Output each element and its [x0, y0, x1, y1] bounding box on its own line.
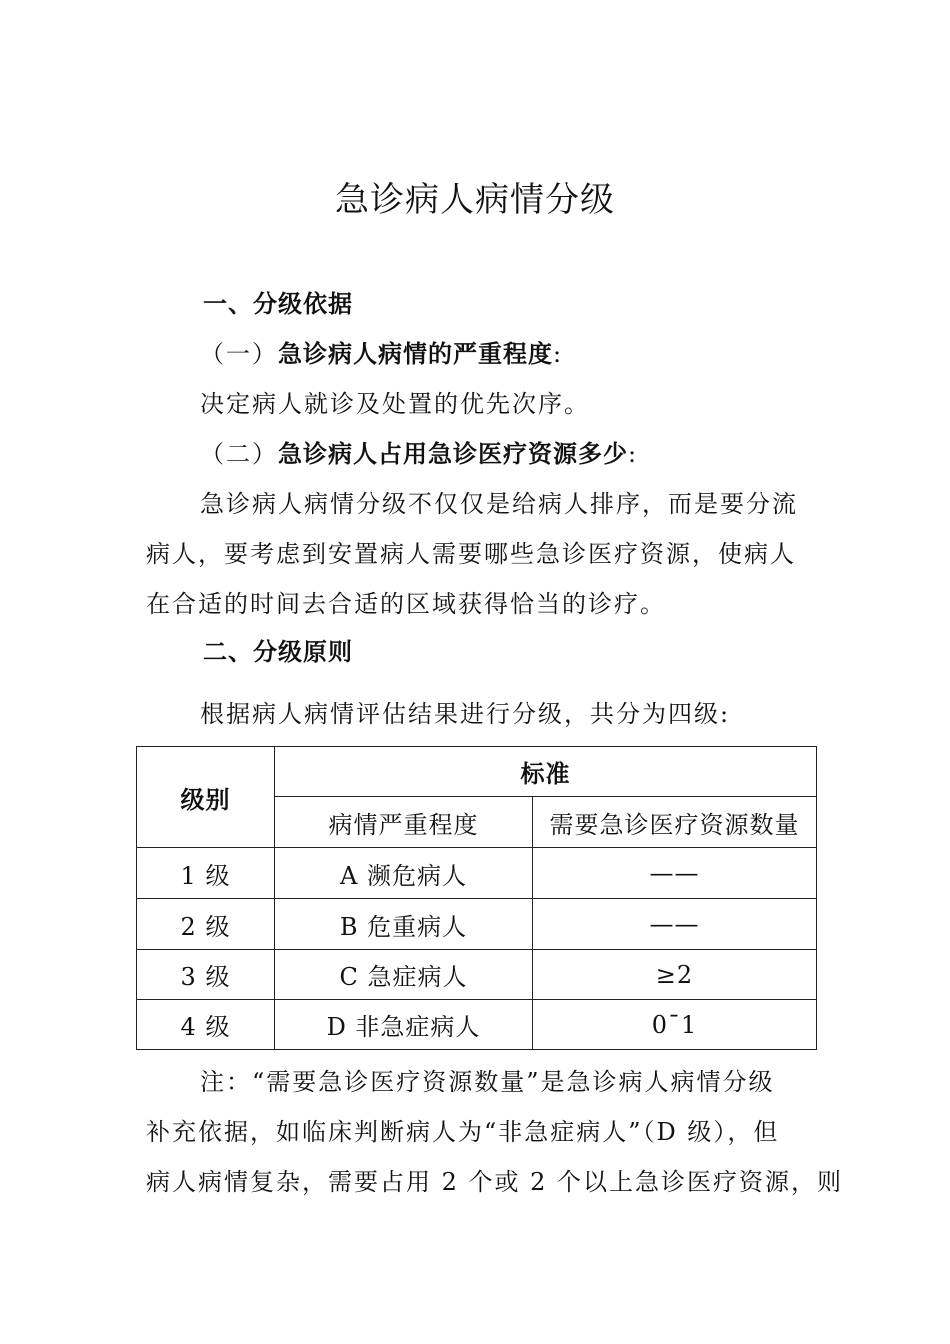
- item-2-colon: :: [628, 440, 639, 468]
- item-1-title: 急诊病人病情的严重程度: [278, 340, 553, 368]
- cell-severity: C 急症病人: [275, 950, 533, 1000]
- table-row: [137, 1000, 817, 1050]
- cell-resources: ——: [533, 848, 817, 899]
- section-heading-principle: 二、分级原则: [203, 638, 353, 666]
- section-heading-basis: 一、分级依据: [203, 290, 353, 318]
- cell-level: 2 级: [137, 899, 275, 950]
- cell-severity: A 濒危病人: [275, 848, 533, 899]
- cell-severity: B 危重病人: [275, 899, 533, 950]
- item-1-text: 决定病人就诊及处置的优先次序。: [200, 390, 590, 418]
- cell-level: 1 级: [137, 848, 275, 899]
- principle-intro: 根据病人病情评估结果进行分级，共分为四级:: [200, 700, 731, 728]
- page-title: 急诊病人病情分级: [335, 180, 615, 220]
- item-1-prefix: （一）: [200, 340, 278, 368]
- cell-resources: ——: [533, 899, 817, 950]
- grading-table: [136, 746, 817, 1050]
- header-standard: 标准: [275, 747, 817, 797]
- note-line: 病人病情复杂，需要占用 2 个或 2 个以上急诊医疗资源，则: [146, 1168, 844, 1196]
- item-2-prefix: （二）: [200, 440, 278, 468]
- table-header-row: [137, 747, 817, 797]
- note-line: 注：“需要急诊医疗资源数量”是急诊病人病情分级: [200, 1068, 775, 1096]
- subheader-resources: 需要急诊医疗资源数量: [533, 797, 817, 848]
- subheader-severity: 病情严重程度: [275, 797, 533, 848]
- basis-item-1: [200, 334, 563, 369]
- basis-item-2: [200, 434, 638, 469]
- item-2-paragraph-line: 在合适的时间去合适的区域获得恰当的诊疗。: [146, 590, 666, 618]
- cell-level: 3 级: [137, 950, 275, 1000]
- cell-resources: 0¯1: [533, 1000, 817, 1050]
- cell-level: 4 级: [137, 1000, 275, 1050]
- cell-severity: D 非急症病人: [275, 1000, 533, 1050]
- header-level: 级别: [137, 747, 275, 848]
- note-line: 补充依据，如临床判断病人为“非急症病人”（D 级），但: [146, 1118, 780, 1146]
- item-1-colon: :: [553, 340, 564, 368]
- table-row: [137, 899, 817, 950]
- table-row: [137, 848, 817, 899]
- item-2-title: 急诊病人占用急诊医疗资源多少: [278, 440, 628, 468]
- item-2-paragraph-line: 病人，要考虑到安置病人需要哪些急诊医疗资源，使病人: [146, 540, 796, 568]
- item-2-paragraph-line: 急诊病人病情分级不仅仅是给病人排序，而是要分流: [200, 490, 798, 518]
- cell-resources: ≥2: [533, 950, 817, 1000]
- table-row: [137, 950, 817, 1000]
